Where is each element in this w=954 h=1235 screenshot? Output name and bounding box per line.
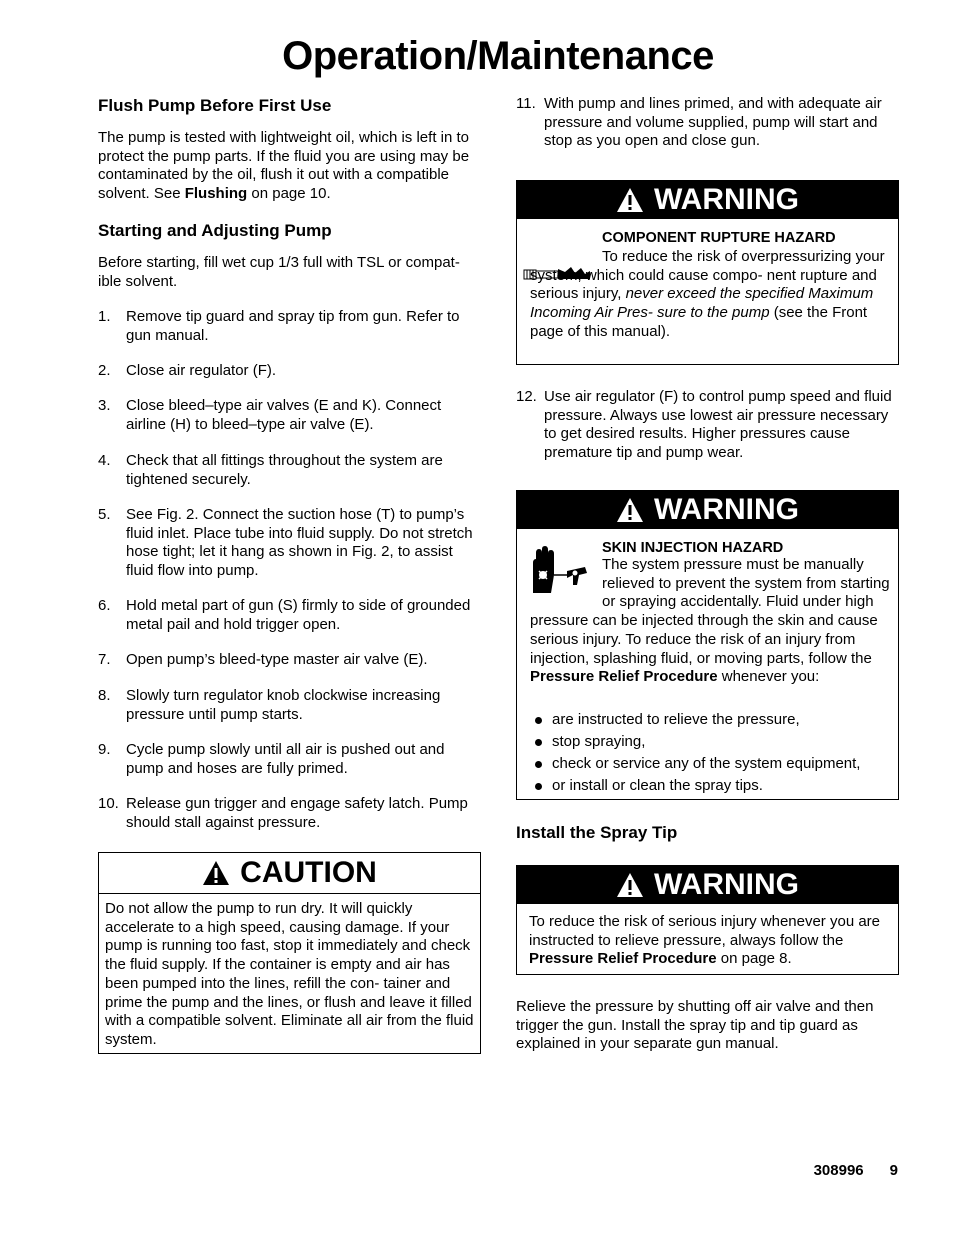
bullet-item: stop spraying,: [530, 733, 892, 752]
warning-label: WARNING: [654, 868, 799, 901]
rupture-text-b: (see the Front page of this manual).: [530, 304, 868, 340]
caution-text: Do not allow the pump to run dry. It will quickly accelerate to a high speed, causing damage. If your pump is running too fast, stop it immediately and check the fluid supply. If the container is empty and air has been pumped into the lines, refill the con- tainer and prime the pump and the lines, or flush and leave it filled with a compatible solvent. Eliminate all air from the fluid system.: [105, 900, 474, 1048]
warning-label: WARNING: [654, 493, 799, 526]
relief-text-a: To reduce the risk of serious injury whenever you are instructed to relieve pressure, always follow the: [529, 913, 881, 949]
flush-text-b: on page 10.: [247, 185, 331, 203]
step-number: 9.: [98, 741, 111, 758]
warning-triangle-icon: [202, 860, 230, 886]
step-text: Remove tip guard and spray tip from gun. Refer to gun manual.: [126, 308, 460, 344]
flush-link-bold: Flushing: [184, 185, 248, 203]
hazard-title: SKIN INJECTION HAZARD: [602, 540, 784, 556]
step-text: Slowly turn regulator knob clockwise increasing pressure until pump starts.: [126, 687, 441, 723]
step-text: Cycle pump slowly until all air is pushed out and pump and hoses are fully primed.: [126, 741, 445, 777]
flush-text-a: The pump is tested with lightweight oil, which is left in to protect the pump parts. If the fluid you are using may be contaminated by the oil, flush it out with a compatible solvent. See: [98, 129, 470, 203]
warning-box-injection: [516, 490, 899, 800]
warning-box-relief: [516, 865, 899, 975]
rupture-hazard-block: [602, 229, 892, 248]
step-number: 4.: [98, 452, 111, 469]
warning-header: [517, 181, 898, 219]
warning-label: WARNING: [654, 183, 799, 216]
step-number: 5.: [98, 506, 111, 523]
flush-paragraph: [98, 129, 476, 204]
warning-box-rupture: [516, 180, 899, 365]
warning-triangle-icon: [616, 872, 644, 898]
install-heading: Install the Spray Tip: [516, 823, 678, 842]
rupture-text-italic: never exceed the specified Maximum Incoming Air Pres- sure to the pump: [530, 285, 874, 322]
step-number: 10.: [98, 795, 119, 812]
relief-text-bold: Pressure Relief Procedure: [529, 950, 717, 968]
bullet-item: or install or clean the spray tips.: [530, 777, 892, 796]
step-number: 1.: [98, 308, 111, 325]
step-text: With pump and lines primed, and with adequate air pressure and volume supplied, pump will start and stop as you open and close gun.: [544, 95, 882, 150]
step-number: 7.: [98, 651, 111, 668]
step-text: See Fig. 2. Connect the suction hose (T) to pump’s fluid inlet. Place tube into fluid supply. Do not stretch hose tight; let it hang as shown in Fig. 2, to assist fluid flow into pump.: [126, 506, 473, 580]
bullet-item: check or service any of the system equipment,: [530, 755, 892, 774]
step-number: 3.: [98, 397, 111, 414]
warning-triangle-icon: [616, 497, 644, 523]
injection-text-a: The system pressure must be manually relieved to prevent the system from starting or spraying accidentally. Fluid under high pressure can be injected through the skin and cause serious injury. To reduce the risk of an injury from injection, splashing fluid, or moving parts, follow the: [530, 556, 890, 667]
doc-number: 308996: [813, 1162, 864, 1179]
page-title: Operation/Maintenance: [282, 34, 714, 78]
closing-paragraph: Relieve the pressure by shutting off air valve and then trigger the gun. Install the spray tip and tip guard as explained in your separate gun manual.: [516, 998, 874, 1053]
step-text: Hold metal part of gun (S) firmly to side of grounded metal pail and hold trigger open.: [126, 597, 471, 633]
injection-text-b: whenever you:: [717, 668, 820, 686]
step-text: Close bleed–type air valves (E and K). Connect airline (H) to bleed–type air valve (E).: [126, 397, 442, 433]
caution-label: CAUTION: [240, 856, 377, 889]
caution-box: [98, 852, 481, 1054]
injection-hazard-block: [602, 539, 892, 558]
step-number: 12.: [516, 388, 537, 405]
starting-heading: Starting and Adjusting Pump: [98, 221, 332, 240]
injection-text: [530, 556, 892, 687]
step-text: Open pump’s bleed-type master air valve (E).: [126, 651, 428, 668]
injection-text-bold: Pressure Relief Procedure: [530, 668, 718, 686]
step-number: 8.: [98, 687, 111, 704]
page-number: 9: [889, 1162, 898, 1179]
injection-bullet-list: [530, 711, 892, 799]
step-text: Close air regulator (F).: [126, 362, 277, 379]
rupture-hazard-text: [530, 248, 892, 342]
hazard-title: COMPONENT RUPTURE HAZARD: [602, 230, 836, 246]
page-footer: [814, 1162, 898, 1179]
step-text: Release gun trigger and engage safety latch. Pump should stall against pressure.: [126, 795, 468, 831]
rupture-text-a: To reduce the risk of overpressurizing your system, which could cause compo- nent rupture and serious injury,: [530, 248, 885, 303]
caution-header: [99, 853, 480, 894]
flush-heading: Flush Pump Before First Use: [98, 96, 332, 115]
step-number: 2.: [98, 362, 111, 379]
warning-triangle-icon: [616, 187, 644, 213]
step-number: 6.: [98, 597, 111, 614]
warning-header: [517, 866, 898, 904]
relief-text-b: on page 8.: [716, 950, 792, 968]
relief-text: [517, 904, 898, 969]
icon-spacer: [530, 556, 602, 612]
step-text: Check that all fittings throughout the system are tightened securely.: [126, 452, 443, 488]
step-text: Use air regulator (F) to control pump speed and fluid pressure. Always use lowest air pressure necessary to get desired results. Higher pressures cause premature tip and pump wear.: [544, 388, 892, 462]
starting-intro: Before starting, fill wet cup 1/3 full with TSL or compat- ible solvent.: [98, 254, 460, 290]
warning-header: [517, 491, 898, 529]
bullet-item: are instructed to relieve the pressure,: [530, 711, 892, 730]
step-number: 11.: [516, 95, 536, 112]
